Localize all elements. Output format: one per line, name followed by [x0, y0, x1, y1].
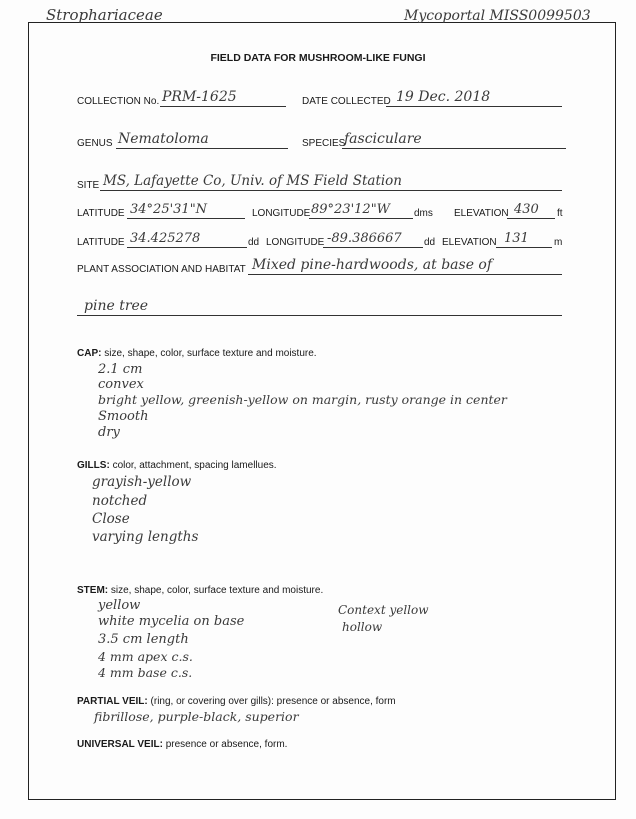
genus-label: GENUS	[77, 138, 113, 149]
universal-veil-heading	[77, 739, 287, 750]
partial-veil-heading	[77, 696, 396, 707]
collection-label: COLLECTION No.	[77, 96, 160, 107]
site-line	[100, 190, 562, 191]
ft-unit: ft	[557, 208, 563, 219]
universal-veil-label: UNIVERSAL VEIL:	[77, 739, 163, 750]
elevation-m-line	[496, 247, 552, 248]
stem-note-color: yellow	[98, 598, 141, 613]
universal-veil-description: presence or absence, form.	[165, 739, 288, 750]
dd-unit: dd	[248, 237, 260, 248]
elevation-ft-line	[507, 218, 555, 219]
elevation-ft-value: 430	[514, 202, 539, 217]
longitude-dms-value: 89°23'12"W	[311, 202, 391, 217]
latitude-dd-label: LATITUDE	[77, 237, 125, 248]
stem-note-apex: 4 mm apex c.s.	[98, 649, 193, 664]
habitat-label: PLANT ASSOCIATION AND HABITAT	[77, 264, 246, 275]
gills-heading	[77, 460, 277, 471]
habitat-value-2: pine tree	[84, 298, 149, 314]
m-unit: m	[554, 237, 563, 248]
stem-context-hollow: hollow	[342, 620, 383, 634]
longitude-dms-label: LONGITUDE	[252, 208, 311, 219]
genus-value: Nematoloma	[118, 131, 209, 147]
gills-description: color, attachment, spacing lamellues.	[112, 460, 277, 471]
stem-heading	[77, 585, 323, 596]
site-value: MS, Lafayette Co, Univ. of MS Field Station	[103, 173, 403, 189]
date-line	[386, 106, 562, 107]
cap-note-size: 2.1 cm	[98, 362, 143, 377]
species-label: SPECIES	[302, 138, 346, 149]
family-annotation: Strophariaceae	[46, 6, 163, 24]
form-title: FIELD DATA FOR MUSHROOM-LIKE FUNGI	[210, 52, 426, 64]
longitude-dd-line	[323, 247, 423, 248]
date-value: 19 Dec. 2018	[396, 89, 491, 105]
stem-context-color: Context yellow	[338, 603, 429, 617]
cap-note-color: bright yellow, greenish-yellow on margin, rusty orange in center	[98, 392, 507, 407]
longitude-dd-value: -89.386667	[327, 231, 402, 246]
stem-label: STEM:	[77, 585, 109, 596]
stem-note-base: 4 mm base c.s.	[98, 665, 193, 680]
stem-note-length: 3.5 cm length	[98, 632, 189, 647]
longitude-dms-line	[309, 218, 413, 219]
gills-label: GILLS:	[77, 460, 110, 471]
gills-note-lengths: varying lengths	[92, 529, 199, 545]
collection-value: PRM-1625	[162, 89, 237, 105]
dms-unit: dms	[414, 208, 433, 219]
cap-description: size, shape, color, surface texture and moisture.	[104, 348, 317, 359]
habitat-value-1: Mixed pine-hardwoods, at base of	[252, 257, 493, 273]
dd-unit-2: dd	[424, 237, 436, 248]
stem-note-mycelia: white mycelia on base	[98, 614, 245, 629]
cap-note-moisture: dry	[98, 425, 120, 440]
cap-label: CAP:	[77, 348, 102, 359]
elevation-m-label: ELEVATION	[442, 237, 497, 248]
habitat-line-1	[248, 274, 562, 275]
gills-note-spacing: Close	[92, 511, 130, 527]
partial-veil-description: (ring, or covering over gills): presence or absence, form	[150, 696, 396, 707]
cap-note-shape: convex	[98, 377, 144, 392]
catalog-annotation: Mycoportal MISS0099503	[404, 8, 591, 24]
latitude-dd-value: 34.425278	[130, 231, 201, 246]
gills-note-color: grayish-yellow	[92, 474, 192, 490]
partial-veil-label: PARTIAL VEIL:	[77, 696, 148, 707]
stem-description: size, shape, color, surface texture and moisture.	[110, 585, 324, 596]
collection-line	[160, 106, 286, 107]
genus-line	[116, 148, 288, 149]
cap-note-texture: Smooth	[98, 409, 149, 424]
elevation-m-value: 131	[504, 231, 529, 246]
latitude-dms-line	[127, 218, 245, 219]
longitude-dd-label: LONGITUDE	[266, 237, 325, 248]
latitude-dms-value: 34°25'31"N	[130, 202, 208, 217]
site-label: SITE	[77, 180, 100, 191]
latitude-dd-line	[127, 247, 247, 248]
species-value: fasciculare	[344, 131, 422, 147]
latitude-dms-label: LATITUDE	[77, 208, 125, 219]
cap-heading	[77, 348, 317, 359]
partial-veil-note: fibrillose, purple-black, superior	[94, 709, 299, 724]
gills-note-attachment: notched	[92, 493, 148, 509]
species-line	[342, 148, 566, 149]
habitat-line-2	[77, 315, 562, 316]
elevation-ft-label: ELEVATION	[454, 208, 509, 219]
date-label: DATE COLLECTED	[302, 96, 391, 107]
